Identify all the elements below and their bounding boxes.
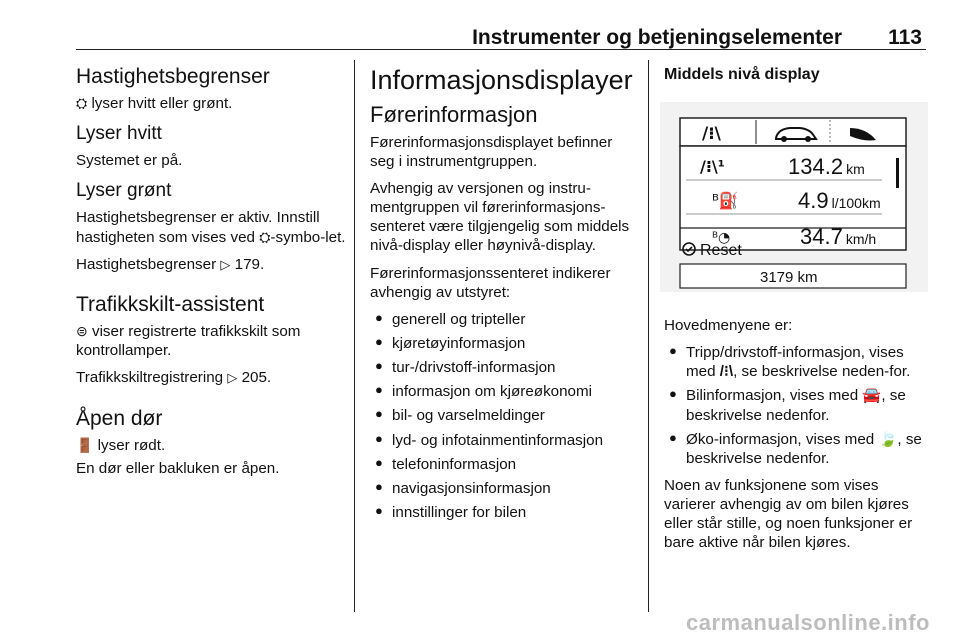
open-door-line: 🚪 lyser rødt.: [76, 436, 166, 454]
header-rule: [76, 49, 926, 50]
page-ref-icon: ▷: [227, 370, 238, 386]
list-item: ● Bilinformasjon, vises med 🚘, se beskrivelse nedenfor.: [669, 386, 906, 424]
list-item: ● innstillinger for bilen: [375, 503, 527, 522]
main-menu-list: [664, 343, 930, 468]
list-item: ● kjøretøyinformasjon: [375, 334, 526, 353]
white-text: Systemet er på.: [76, 152, 183, 170]
list-item: ● lyd- og infotainmentinformasjon: [375, 430, 604, 449]
trip-fuel-icon: [702, 124, 722, 144]
speed-limiter-line: ⛭ lyser hvitt eller grønt.: [76, 95, 233, 113]
svg-text:/⁝\: /⁝\: [702, 124, 721, 144]
heading-white: Lyser hvitt: [76, 123, 162, 145]
list-item: ● generell og tripteller: [375, 309, 526, 328]
column-divider: [354, 60, 355, 612]
speed-limiter-reference: Hastighetsbegrenser ▷ 179.: [76, 255, 265, 273]
traffic-sign-reference: Trafikkskiltregistrering ▷ 205.: [76, 369, 272, 387]
green-text: Hastighetsbegrenser er aktiv. Innstill hastigheten som vises ved ⛭-symbo-let.: [76, 209, 346, 246]
page-header: [0, 26, 960, 48]
speed-limiter-icon: ⛭: [76, 95, 88, 112]
heading-mid-display: Middels nivå display: [664, 66, 820, 83]
speed-unit: km/h: [845, 231, 877, 247]
reset-label: Reset: [700, 242, 742, 259]
fuel-unit: l/100km: [831, 195, 881, 211]
display-svg: [660, 102, 928, 292]
paragraph-versions: Avhengig av versjonen og instru-mentgruppen vil førerinformasjons-senteret være tilgjengelig som middels nivå-display eller høynivå-display.: [370, 180, 630, 255]
mid-level-display-illustration: [660, 102, 928, 292]
trip-fuel-icon: /⁝\: [719, 363, 734, 381]
header-title: Instrumenter og betjeningselementer: [472, 26, 842, 49]
list-item: ● Øko-informasjon, vises med 🍃, se beskrivelse nedenfor.: [669, 429, 922, 467]
paragraph-location: Førerinformasjonsdisplayet befinner seg i instrumentgruppen.: [370, 133, 613, 170]
heading-speed-limiter: Hastighetsbegrenser: [76, 65, 270, 88]
column-right: [664, 64, 930, 561]
open-door-icon: 🚪: [76, 436, 94, 453]
column-middle: [370, 64, 632, 530]
open-door-text: En dør eller bakluken er åpen.: [76, 459, 280, 477]
odometer-value: 3179 km: [760, 269, 818, 286]
paragraph-indicates: Førerinformasjonssenteret indikerer avhengig av utstyret:: [370, 264, 611, 301]
watermark: carmanualsonline.info: [686, 610, 930, 635]
list-item: ● bil- og varselmeldinger: [375, 406, 545, 425]
speed-value: 34.7: [800, 224, 843, 249]
fuel-pump-icon: ᴮ⛽: [712, 191, 739, 210]
closing-paragraph: Noen av funksjonene som vises varierer avhengig av om bilen kjøres eller står stille, og noen funksjoner er bare aktive når bilen kjøres.: [664, 476, 913, 552]
trip-icon: /⁝\¹: [700, 157, 725, 176]
speed-limiter-icon: ⛭: [259, 228, 271, 245]
column-left: [76, 64, 348, 486]
speedometer-icon: ᴮ◔: [712, 230, 731, 246]
traffic-sign-icon: ⊜: [76, 323, 88, 340]
list-item: ● tur-/drivstoff-informasjon: [375, 358, 556, 377]
trip-value: 134.2: [788, 154, 844, 179]
heading-green: Lyser grønt: [76, 180, 172, 202]
eco-leaf-icon: 🍃: [878, 430, 898, 448]
trip-unit: km: [846, 161, 865, 177]
info-list: [370, 310, 632, 522]
list-item: ● informasjon om kjøreøkonomi: [375, 382, 593, 401]
heading-traffic-sign: Trafikkskilt-assistent: [76, 292, 265, 316]
list-item: ● navigasjonsinformasjon: [375, 478, 551, 497]
heading-open-door: Åpen dør: [76, 406, 163, 430]
fuel-value: 4.9: [798, 188, 829, 213]
main-menus-intro: Hovedmenyene er:: [664, 317, 793, 334]
heading-info-displays: Informasjonsdisplayer: [370, 65, 633, 95]
page-ref-icon: ▷: [220, 256, 231, 272]
display-scrollbar: [896, 158, 899, 188]
traffic-sign-text: ⊜ viser registrerte trafikkskilt som kontrollamper.: [76, 323, 301, 360]
heading-driver-info: Førerinformasjon: [370, 102, 538, 128]
column-divider: [648, 60, 649, 612]
list-item: ● telefoninformasjon: [375, 454, 517, 473]
car-icon: 🚘: [862, 387, 882, 405]
list-item: ● Tripp/drivstoff-informasjon, vises med /⁝\, se beskrivelse neden-for.: [669, 343, 911, 381]
page-number: 113: [888, 26, 922, 49]
